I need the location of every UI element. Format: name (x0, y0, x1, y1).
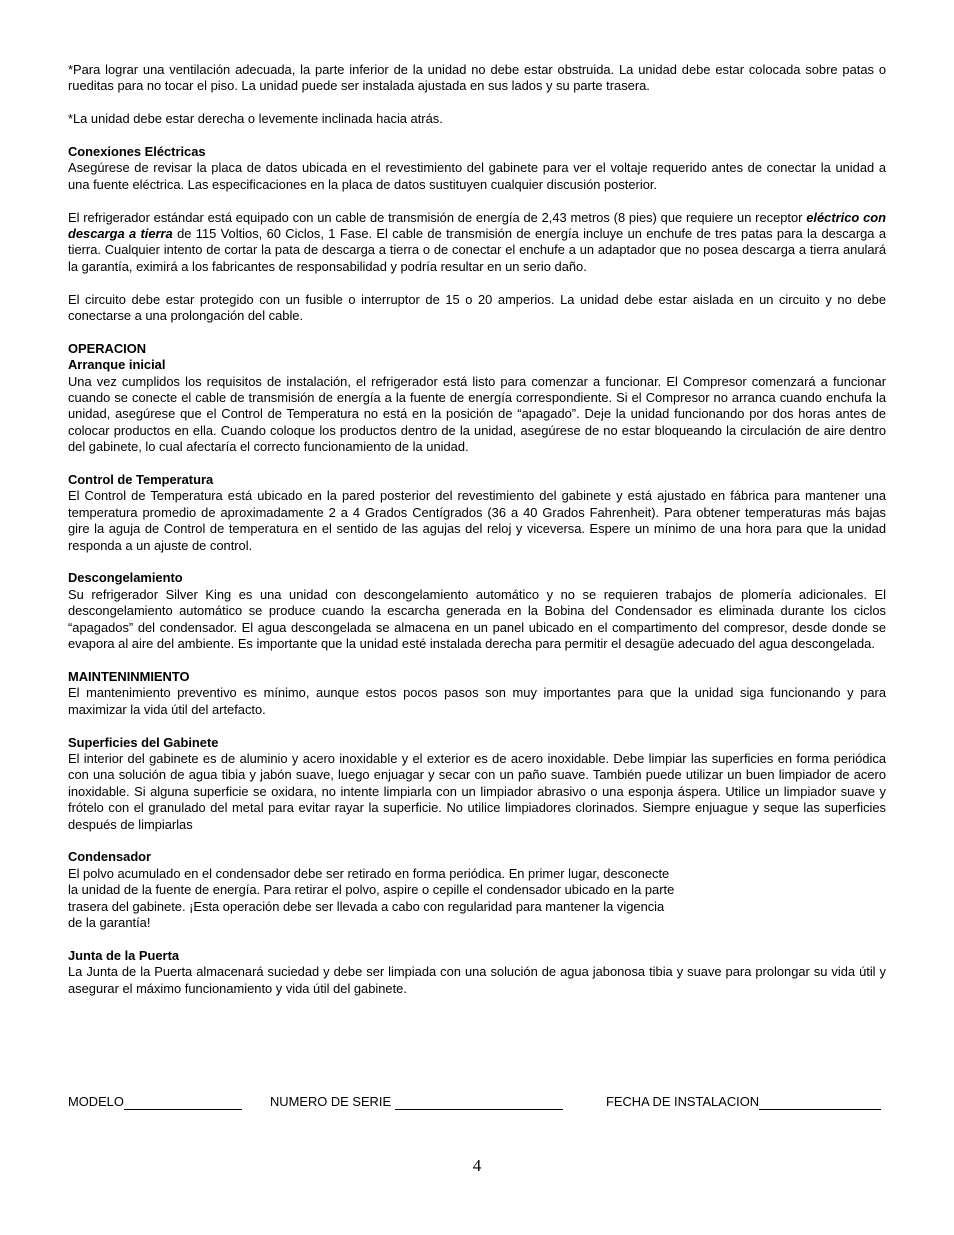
heading-defrost: Descongelamiento (68, 570, 183, 586)
defrost-paragraph: Su refrigerador Silver King es una unidad con descongelamiento automático y no se requieren trabajos de plomería adicionales. El descongelamiento automático se produce cuando la escarcha generada en la Bobina del Condensador es eliminada durante los ciclos “apagados” del condensador. El agua descongelada se almacena en un panel ubicado en el compartimento del compresor, desde donde se evapora al aire del ambiente. Es importante que la unidad esté instalada derecha para permitir el desagüe adecuado del agua descongelada. (68, 586, 886, 652)
serial-field (270, 1094, 563, 1110)
page-number: 4 (472, 1156, 482, 1175)
section-condenser (68, 849, 886, 931)
heading-operation: OPERACION (68, 340, 147, 356)
heading-condenser: Condensador (68, 849, 152, 865)
electrical-p2-end: de 115 Voltios, 60 Ciclos, 1 Fase. El cable de transmisión de energía incluye un enchufe de tres patas para la descarga a tierra. Cualquier intento de cortar la pata de descarga a tierra o de conectar el enchufe a un adaptador que no posea descarga a tierra anulará la garantía, eximirá a los fabricantes de responsabilidad y podría resultar en un serio daño. (68, 226, 886, 274)
section-maintenance (68, 669, 886, 718)
heading-maintenance: MAINTENINMIENTO (68, 668, 190, 684)
heading-electrical: Conexiones Eléctricas (68, 144, 206, 159)
condenser-line-2: la unidad de la fuente de energía. Para retirar el polvo, aspire o cepille el condensador ubicado en la parte (68, 882, 675, 898)
heading-gasket: Junta de la Puerta (68, 947, 180, 963)
condenser-paragraph (68, 866, 728, 932)
condenser-line-1: El polvo acumulado en el condensador debe ser retirado en forma periódica. En primer lugar, desconecte (68, 865, 670, 881)
section-defrost (68, 570, 886, 652)
install-date-field (606, 1094, 881, 1110)
electrical-paragraph-1: Asegúrese de revisar la placa de datos ubicada en el revestimiento del gabinete para ver el voltaje requerido antes de conectar la unidad a una fuente eléctrica. Las especificaciones en la placa de datos sustituyen cualquier discusión posterior. (68, 160, 886, 192)
intro-level: *La unidad debe estar derecha o levemente inclinada hacia atrás. (68, 111, 443, 127)
section-surfaces (68, 735, 886, 833)
section-gasket (68, 948, 886, 997)
section-temperature (68, 472, 886, 554)
electrical-paragraph-3: El circuito debe estar protegido con un fusible o interruptor de 15 o 20 amperios. La unidad debe estar aislada en un circuito y no debe conectarse a una prolongación del cable. (68, 291, 886, 324)
operation-paragraph: Una vez cumplidos los requisitos de instalación, el refrigerador está listo para comenzar a funcionar. El Compresor comenzará a funcionar cuando se conecte el cable de transmisión de energía a la fuente de energía correspondiente. Si el Compresor no arranca cuando enchufa la unidad, asegúrese que el Control de Temperatura no está en la posición de “apagado”. Deje la unidad funcionando por dos horas antes de colocar productos en ella. Cuando coloque los productos dentro de la unidad, asegúrese de no estar bloqueando la circulación de aire dentro del gabinete, lo cual afectaría el correcto funcionamiento de la unidad. (68, 373, 886, 455)
document-body (68, 62, 886, 1013)
temperature-paragraph: El Control de Temperatura está ubicado en la pared posterior del revestimiento del gabinete y está ajustado en fábrica para mantener una temperatura promedio de aproximadamente 2 a 4 Grados Centígrados (36 a 40 Grados Fahrenheit). Para obtener temperaturas más bajas gire la aguja de Control de temperatura en el sentido de las agujas del reloj y viceversa. Espere un mínimo de una hora para que la unidad responda a un ajuste de control. (68, 488, 886, 553)
surfaces-paragraph: El interior del gabinete es de aluminio y acero inoxidable y el exterior es de acero inoxidable. Debe limpiar las superficies en forma periódica con una solución de agua tibia y jabón suave, luego enjuagar y secar con un paño suave. También puede utilizar un buen limpiador de acero inoxidable. Si alguna superficie se oxidara, no intente limpiarla con un limpiador abrasivo o una esponja áspera. Utilice un limpiador suave y frótelo con el granulado del metal para evitar rayar la superficie. No utilice limpiadores clorinados. Siempre enjuague y seque las superficies después de limpiarlas (68, 750, 886, 832)
model-field (68, 1094, 242, 1110)
maintenance-paragraph: El mantenimiento preventivo es mínimo, aunque estos pocos pasos son muy importantes para que la unidad siga funcionando y para maximizar la vida útil del artefacto. (68, 685, 886, 717)
model-label: MODELO (68, 1094, 124, 1109)
electrical-paragraph-2 (68, 210, 886, 276)
install-date-blank-line[interactable] (759, 1095, 881, 1110)
condenser-line-3: trasera del gabinete. ¡Esta operación debe ser llevada a cabo con regularidad para mantener la vigencia (68, 898, 665, 914)
electrical-p2-start: El refrigerador estándar está equipado con un cable de transmisión de energía de 2,43 metros (8 pies) que requiere un receptor (68, 209, 807, 225)
electrical-p2-emphasis: eléctrico con descarga a tierra (68, 209, 887, 242)
heading-surfaces: Superficies del Gabinete (68, 734, 219, 750)
serial-blank-line[interactable] (395, 1095, 563, 1110)
serial-label: NUMERO DE SERIE (270, 1094, 395, 1109)
section-operation (68, 341, 886, 456)
gasket-paragraph: La Junta de la Puerta almacenará suciedad y debe ser limpiada con una solución de agua jabonosa tibia y suave para prolongar su vida útil y asegurar el máximo funcionamiento y vida útil del gabinete. (68, 964, 886, 996)
subheading-startup: Arranque inicial (68, 357, 166, 373)
registration-fields (68, 1094, 900, 1114)
intro-ventilation: *Para lograr una ventilación adecuada, la parte inferior de la unidad no debe estar obstruida. La unidad debe estar colocada sobre patas o rueditas para no tocar el piso. La unidad puede ser instalada ajustada en sus lados y su parte trasera. (68, 62, 886, 94)
section-electrical (68, 144, 886, 193)
model-blank-line[interactable] (124, 1095, 242, 1110)
install-date-label: FECHA DE INSTALACION (606, 1094, 760, 1109)
condenser-line-4: de la garantía! (68, 914, 151, 930)
heading-temperature: Control de Temperatura (68, 472, 214, 488)
